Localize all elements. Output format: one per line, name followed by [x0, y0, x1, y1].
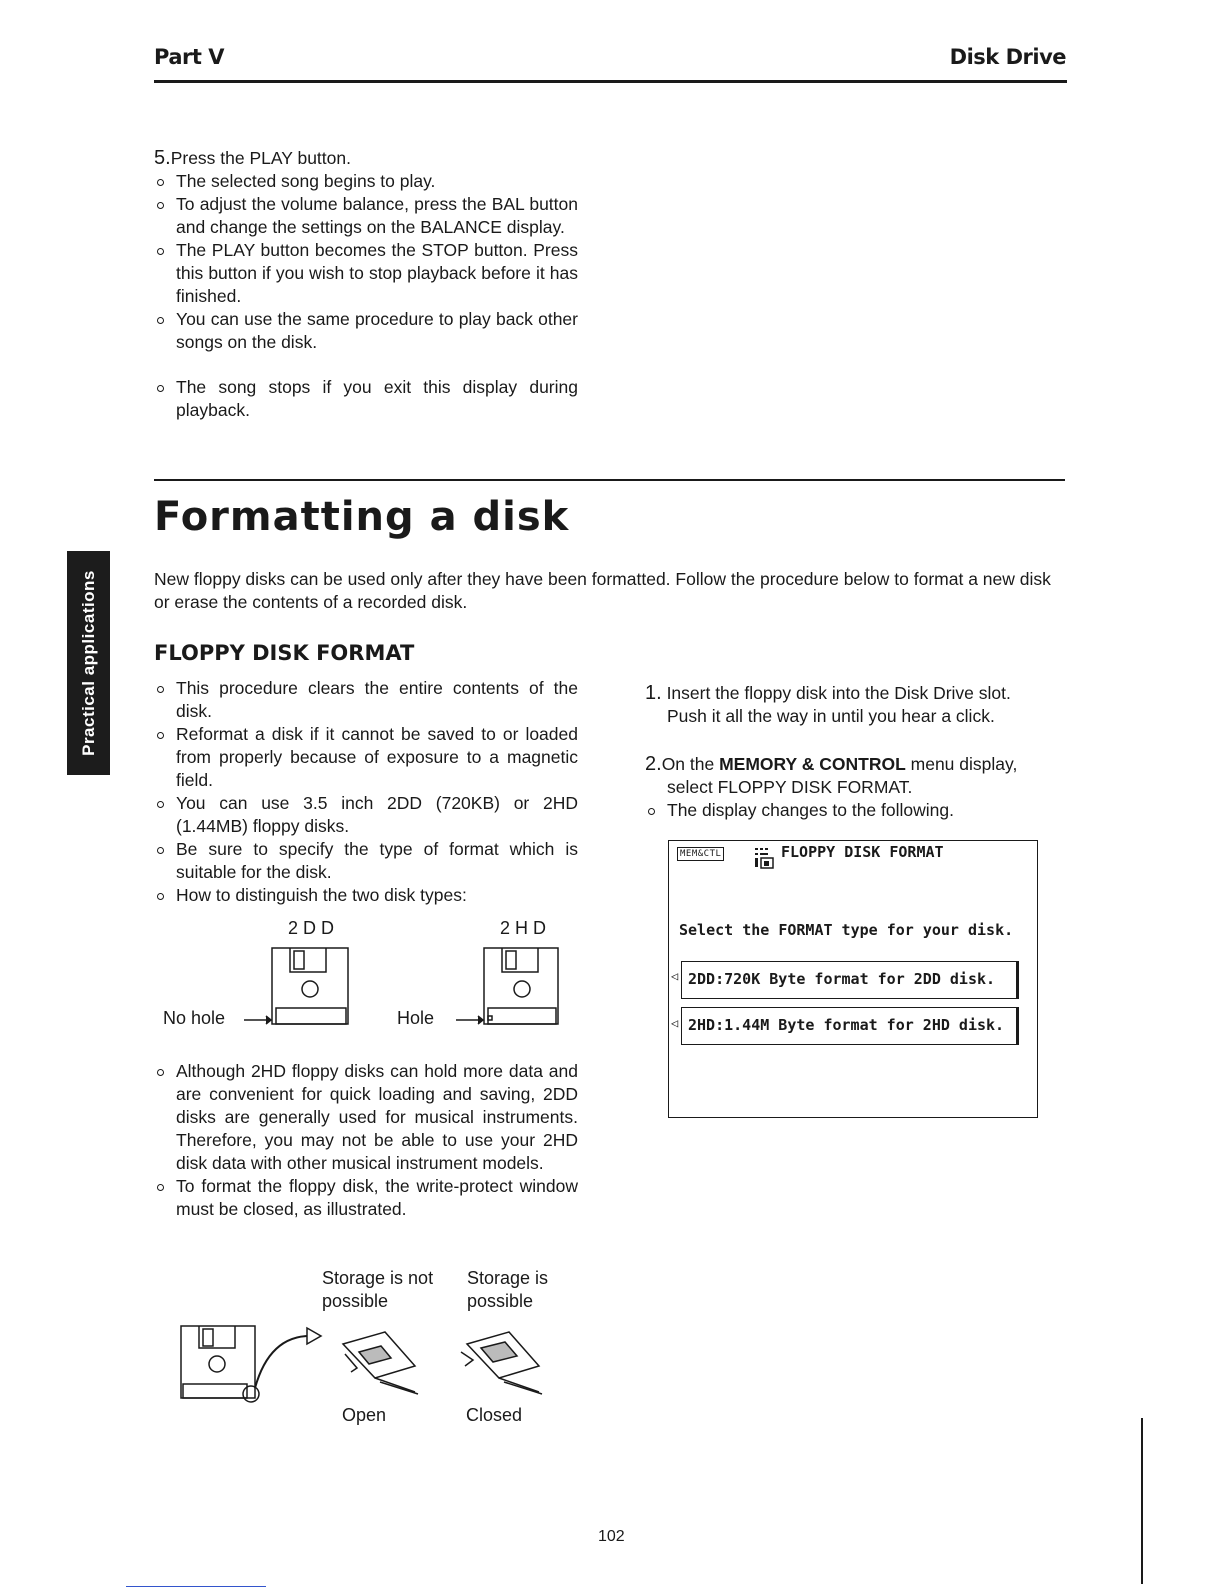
format-notes [154, 677, 578, 907]
section-title: Formatting a disk [154, 494, 570, 540]
step-text-cont: Push it all the way in until you hear a click. [667, 706, 995, 726]
list-item: The selected song begins to play. [154, 170, 578, 193]
format-option-2dd[interactable]: 2DD:720K Byte format for 2DD disk. [681, 961, 1019, 999]
list-item: The display changes to the following. [645, 799, 1069, 822]
write-protect-illustration [175, 1322, 565, 1412]
list-item: Be sure to specify the type of format which is suitable for the disk. [154, 838, 578, 884]
step-2-bullets [645, 799, 1069, 822]
storage-possible-caption [467, 1267, 548, 1313]
step-1 [645, 682, 1069, 728]
play-step [154, 147, 578, 170]
option-marker-icon: ◁ [671, 1016, 679, 1030]
lcd-title: FLOPPY DISK FORMAT [781, 843, 944, 861]
step-number: 1. [645, 682, 662, 704]
list-item: To format the floppy disk, the write-protect window must be closed, as illustrated. [154, 1175, 578, 1221]
section-rule [154, 479, 1065, 481]
step-text: menu display, [905, 754, 1018, 774]
list-item: Reformat a disk if it cannot be saved to or loaded from properly because of exposure to a magnetic field. [154, 723, 578, 792]
caption-line: possible [322, 1291, 389, 1311]
list-item: The song stops if you exit this display during playback. [154, 376, 578, 422]
list-item: You can use 3.5 inch 2DD (720KB) or 2HD (1.44MB) floppy disks. [154, 792, 578, 838]
list-item: Although 2HD floppy disks can hold more data and are convenient for quick loading and saving, 2DD disks are generally used for musical instruments. Therefore, you may not be able to use your 2HD disk data with other musical instrument models. [154, 1060, 578, 1175]
closed-label: Closed [466, 1405, 523, 1425]
caption-line: Storage is [467, 1268, 549, 1288]
format-notes-2-list [154, 1060, 578, 1221]
list-item: The PLAY button becomes the STOP button. Press this button if you wish to stop playback before it has finished. [154, 239, 578, 308]
disk-type-2hd-label: 2HD [500, 918, 552, 938]
menu-name: MEMORY & CONTROL [719, 754, 906, 774]
play-section [154, 147, 578, 422]
running-header-chapter: Disk Drive [949, 45, 1066, 69]
step-text: Press the PLAY button. [170, 148, 351, 168]
lcd-display [668, 840, 1038, 1118]
floppy-2dd-illustration [240, 944, 360, 1030]
format-option-2hd[interactable]: 2HD:1.44M Byte format for 2HD disk. [681, 1007, 1019, 1045]
step-number: 2. [645, 753, 662, 775]
lcd-prompt: Select the FORMAT type for your disk. [679, 921, 1014, 939]
step-2 [645, 753, 1069, 799]
storage-not-possible-caption [322, 1267, 433, 1313]
running-header-part: Part V [154, 45, 224, 69]
header-rule [154, 80, 1067, 83]
hole-label: Hole [397, 1008, 435, 1028]
option-marker-icon: ◁ [671, 969, 679, 983]
disk-type-2dd-label: 2DD [288, 918, 340, 938]
floppy-2hd-illustration [446, 944, 566, 1030]
page-number: 102 [598, 1528, 625, 1545]
step-text-cont: select FLOPPY DISK FORMAT. [667, 777, 913, 797]
side-tab [67, 551, 110, 775]
subsection-title: FLOPPY DISK FORMAT [154, 641, 415, 665]
format-notes-2 [154, 1060, 578, 1221]
no-hole-label: No hole [163, 1008, 226, 1028]
scan-edge-line [1141, 1418, 1143, 1584]
step-text: Insert the floppy disk into the Disk Drive slot. [666, 683, 1011, 703]
list-item: This procedure clears the entire contents of the disk. [154, 677, 578, 723]
step-number: 5. [154, 147, 171, 169]
play-bullets [154, 170, 578, 354]
lcd-mode-tag: MEM&CTL [677, 847, 724, 861]
list-item: How to distinguish the two disk types: [154, 884, 578, 907]
format-steps [645, 682, 1069, 822]
step-text: On the [661, 754, 720, 774]
format-notes-list [154, 677, 578, 907]
list-item: To adjust the volume balance, press the BAL button and change the settings on the BALANCE display. [154, 193, 578, 239]
list-item: You can use the same procedure to play back other songs on the disk. [154, 308, 578, 354]
section-intro: New floppy disks can be used only after they have been formatted. Follow the procedure below to format a new disk or erase the contents of a recorded disk. [154, 569, 1051, 612]
caption-line: Storage is not [322, 1268, 434, 1288]
caption-line: possible [467, 1291, 534, 1311]
side-tab-label: Practical applications [78, 570, 98, 756]
open-label: Open [342, 1405, 387, 1425]
floppy-icon [753, 846, 775, 870]
play-bullets-last [154, 376, 578, 422]
